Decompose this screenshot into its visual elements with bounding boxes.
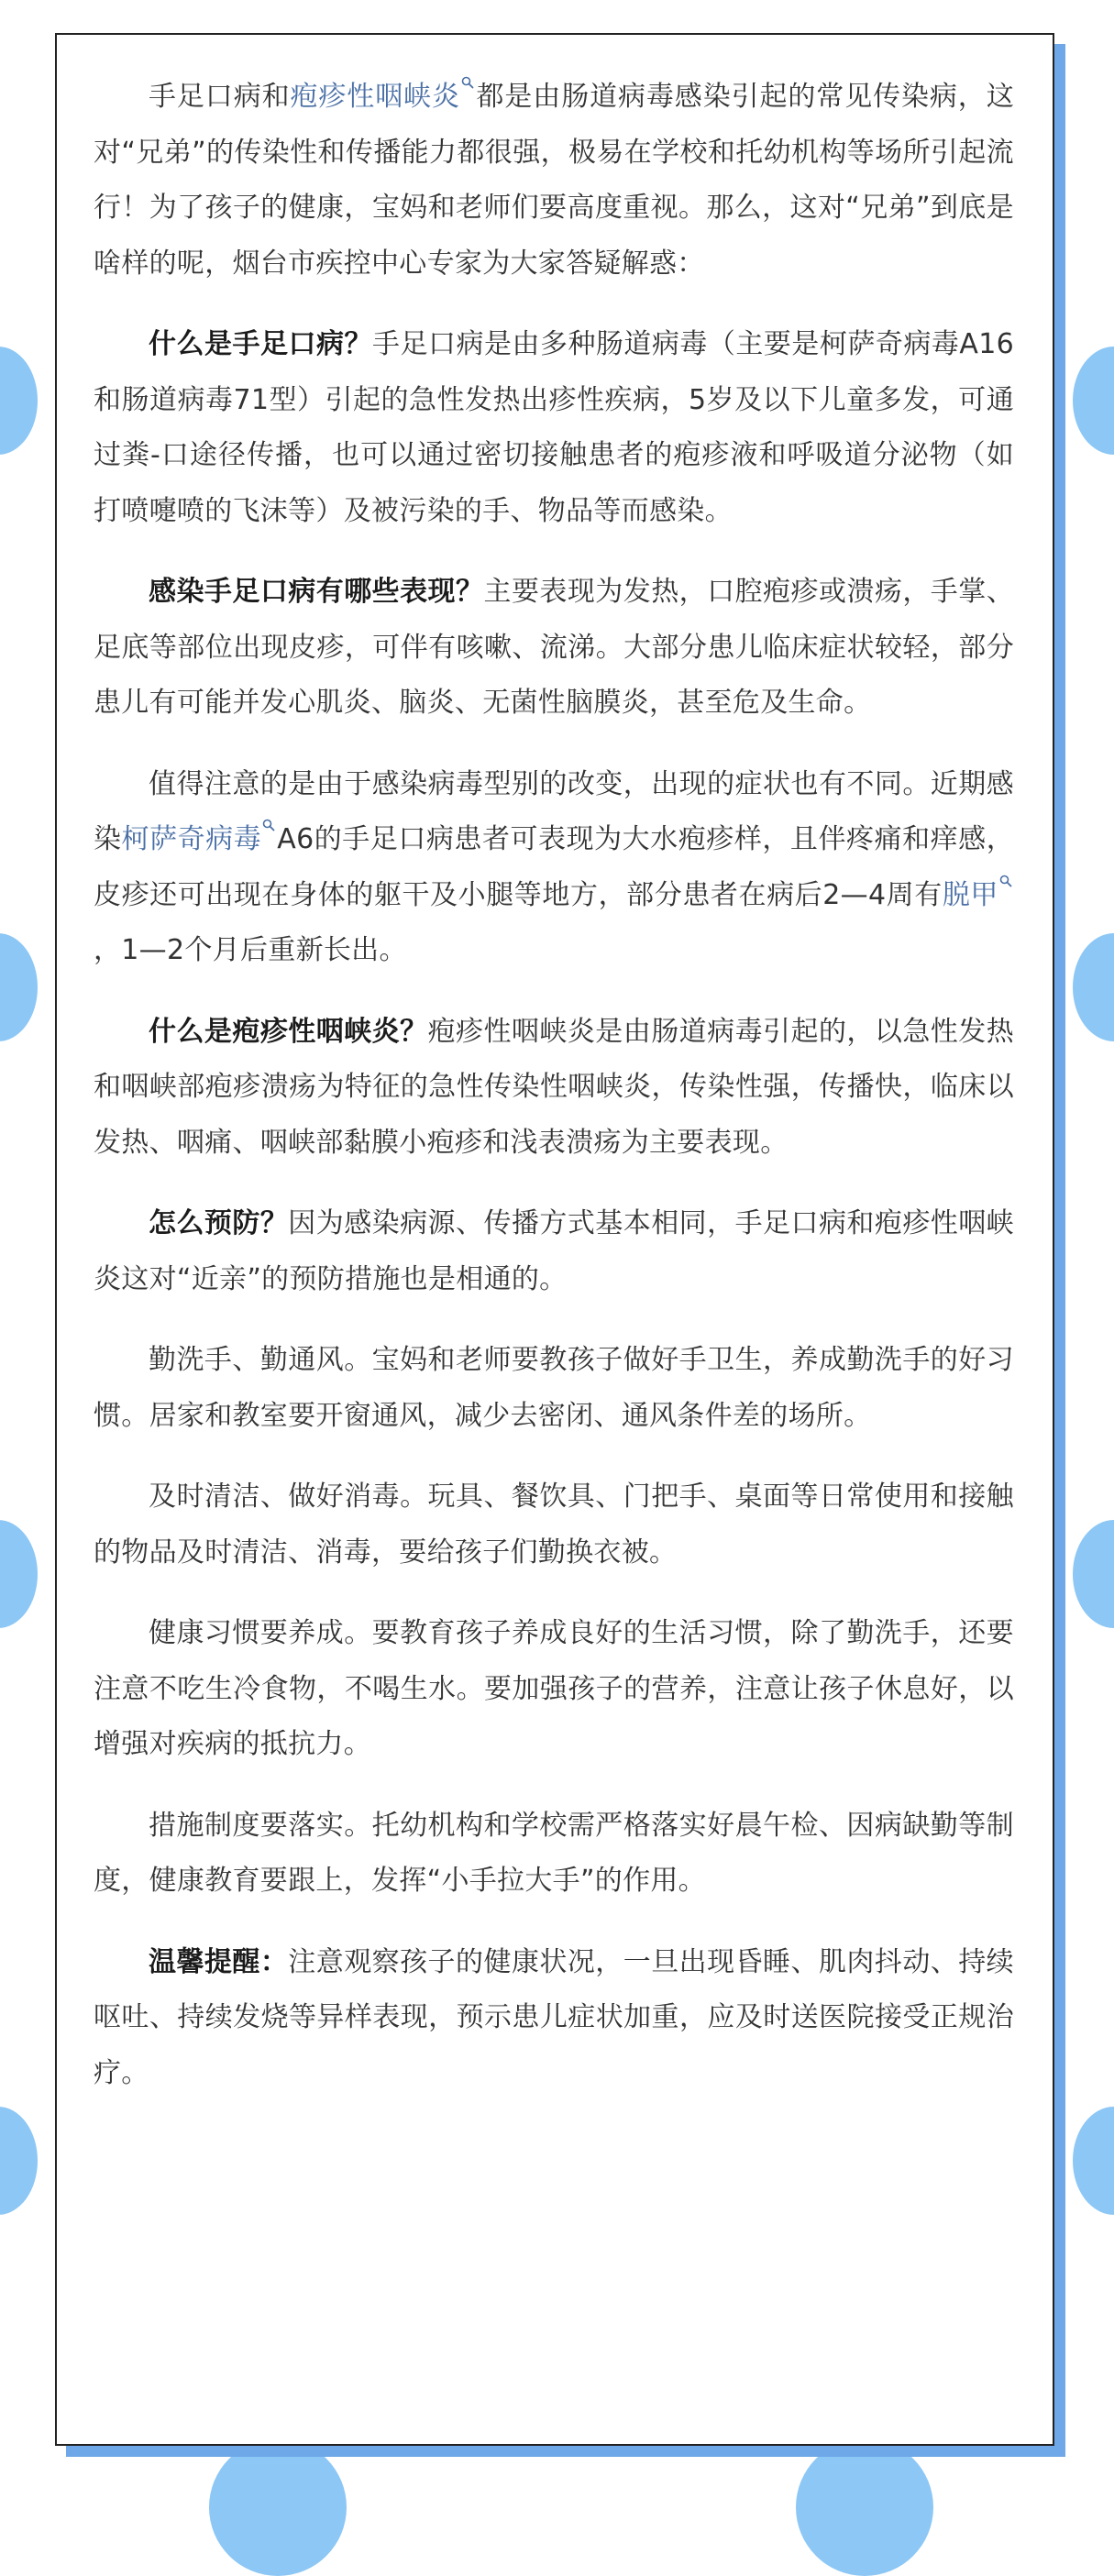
- section-heading: 怎么预防？: [149, 1207, 289, 1239]
- text: A6的手足口病患者可表现为大水疱疹样，且伴疼痛和痒感，皮疹还可出现在身体的躯干及小腿等地方，部分患者在病后2—4周有: [94, 823, 1014, 911]
- paragraph-handwashing: 勤洗手、勤通风。宝妈和老师要教孩子做好手卫生，养成勤洗手的好习惯。居家和教室要开窗通风，减少去密闭、通风条件差的场所。: [94, 1344, 1014, 1432]
- paragraph-what-is-herpangina: [94, 1005, 1014, 1172]
- decor-dot-left-4: [0, 2107, 38, 2215]
- section-heading: 什么是手足口病？: [149, 328, 372, 360]
- decor-dot-right-2: [1073, 933, 1114, 1041]
- paragraph-cleaning: 及时清洁、做好消毒。玩具、餐饮具、门把手、桌面等日常使用和接触的物品及时清洁、消毒，要给孩子们勤换衣被。: [94, 1481, 1014, 1569]
- search-icon[interactable]: [262, 819, 275, 831]
- decor-dot-left-1: [0, 347, 38, 455]
- section-heading: 温馨提醒：: [149, 1945, 289, 1978]
- decor-dot-bottom-2: [796, 2438, 933, 2576]
- text: 手足口病是由多种肠道病毒（主要是柯萨奇病毒A16和肠道病毒71型）引起的急性发热出疹性疾病，5岁及以下儿童多发，可通过粪-口途径传播，也可以通过密切接触患者的疱疹液和呼吸道分泌物（如打喷嚏喷的飞沫等）及被污染的手、物品等而感染。: [94, 328, 1014, 527]
- text: 都是由肠道病毒感染引起的常见传染病，这对“兄弟”的传染性和传播能力都很强，极易在学校和托幼机构等场所引起流行！为了孩子的健康，宝妈和老师们要高度重视。那么，这对“兄弟”到底是啥样的呢，烟台市疾控中心专家为大家答疑解惑：: [94, 81, 1014, 280]
- paragraph-note: [94, 757, 1014, 979]
- text: 手足口病和: [149, 81, 291, 113]
- link-nail-shedding[interactable]: 脱甲: [942, 878, 998, 911]
- text: 因为感染病源、传播方式基本相同，手足口病和疱疹性咽峡炎这对“近亲”的预防措施也是相通的。: [94, 1207, 1014, 1295]
- link-herpangina[interactable]: 疱疹性咽峡炎: [290, 81, 460, 113]
- decor-dot-bottom-1: [209, 2438, 347, 2576]
- decor-dot-right-4: [1073, 2107, 1114, 2215]
- paragraph-measures: 措施制度要落实。托幼机构和学校需严格落实好晨午检、因病缺勤等制度，健康教育要跟上，发挥“小手拉大手”的作用。: [94, 1809, 1014, 1897]
- text: 主要表现为发热，口腔疱疹或溃疡，手掌、足底等部位出现皮疹，可伴有咳嗽、流涕。大部分患儿临床症状较轻，部分患儿有可能并发心肌炎、脑炎、无菌性脑膜炎，甚至危及生命。: [94, 576, 1014, 719]
- text: 注意观察孩子的健康状况，一旦出现昏睡、肌肉抖动、持续呕吐、持续发烧等异样表现，预示患儿症状加重，应及时送医院接受正规治疗。: [94, 1945, 1014, 2089]
- text: 值得注意的是由于感染病毒型别的改变，出现的症状也有不同。近期感染: [94, 767, 1014, 855]
- decor-dot-left-2: [0, 933, 38, 1041]
- decor-dot-right-3: [1073, 1520, 1114, 1628]
- paragraph-prevention: [94, 1196, 1014, 1307]
- paragraph-intro: [94, 70, 1014, 292]
- paragraph-what-is-hfmd: [94, 317, 1014, 539]
- section-heading: 什么是疱疹性咽峡炎？: [149, 1015, 428, 1048]
- text: 疱疹性咽峡炎是由肠道病毒引起的，以急性发热和咽峡部疱疹溃疡为特征的急性传染性咽峡炎，传染性强，传播快，临床以发热、咽痛、咽峡部黏膜小疱疹和浅表溃疡为主要表现。: [94, 1015, 1014, 1159]
- text: ，1—2个月后重新长出。: [94, 934, 407, 966]
- article-card: [55, 33, 1054, 2446]
- paragraph-habits: 健康习惯要养成。要教育孩子养成良好的生活习惯，除了勤洗手，还要注意不吃生冷食物，不喝生水。要加强孩子的营养，注意让孩子休息好，以增强对疾病的抵抗力。: [94, 1617, 1014, 1760]
- section-heading: 感染手足口病有哪些表现？: [149, 576, 484, 608]
- search-icon[interactable]: [461, 76, 474, 89]
- link-coxsackievirus[interactable]: 柯萨奇病毒: [121, 823, 262, 855]
- paragraph-reminder: [94, 1935, 1014, 2102]
- search-icon[interactable]: [999, 875, 1012, 887]
- paragraph-symptoms: [94, 565, 1014, 732]
- decor-dot-left-3: [0, 1520, 38, 1628]
- decor-dot-right-1: [1073, 347, 1114, 455]
